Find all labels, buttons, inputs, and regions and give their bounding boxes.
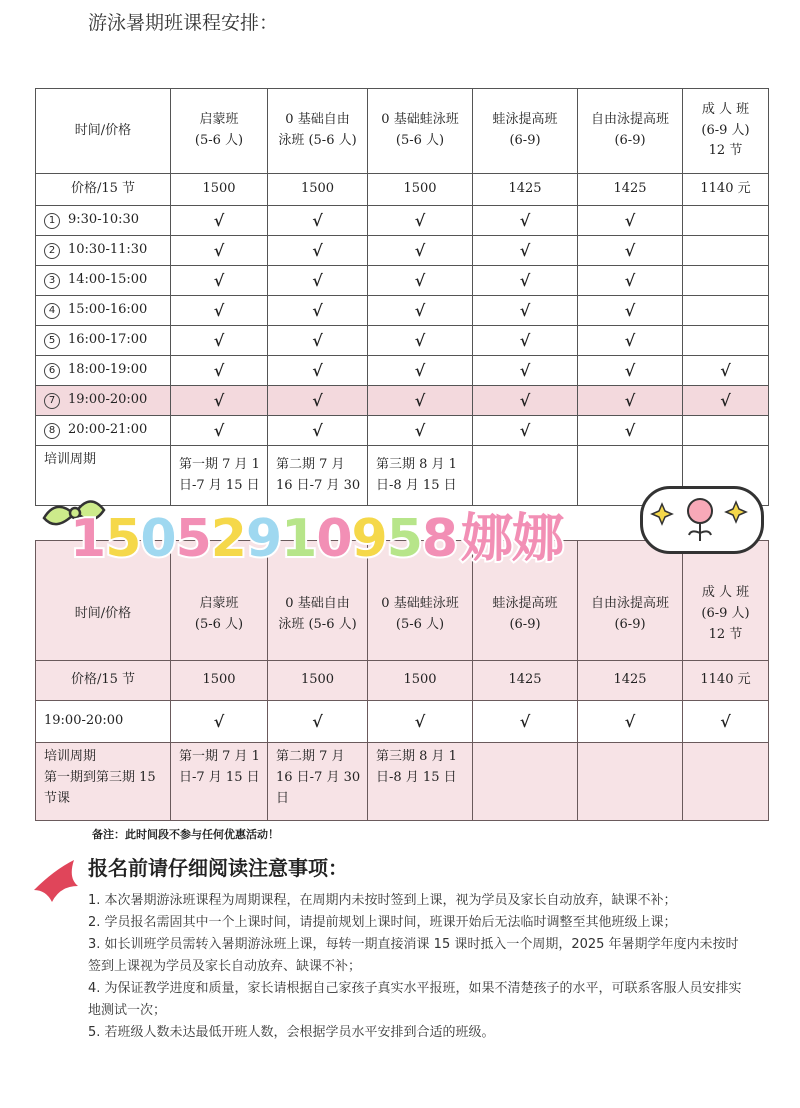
check-mark: √ xyxy=(171,236,268,266)
col-header: 蛙泳提高班 (6-9) xyxy=(473,89,578,174)
check-mark: √ xyxy=(368,206,473,236)
slot-number: 1 xyxy=(44,213,60,229)
check-mark: √ xyxy=(368,416,473,446)
check-mark: √ xyxy=(473,206,578,236)
slot-time: 16:00-17:00 xyxy=(68,332,148,348)
check-mark: √ xyxy=(171,266,268,296)
contact-name: 娜娜 xyxy=(461,509,564,569)
phone-digit: 5 xyxy=(175,509,211,569)
time-slot-cell xyxy=(36,296,171,326)
period-cell: 第二期 7 月 16 日-7 月 30 xyxy=(268,446,368,506)
check-mark: √ xyxy=(368,701,473,743)
phone-digit: 1 xyxy=(70,509,106,569)
check-mark: √ xyxy=(268,206,368,236)
price-cell: 1425 xyxy=(473,174,578,206)
time-slot-cell xyxy=(36,236,171,266)
empty-cell xyxy=(683,296,769,326)
slot-number: 7 xyxy=(44,393,60,409)
price-cell: 1140 元 xyxy=(683,661,769,701)
check-mark: √ xyxy=(683,356,769,386)
check-mark: √ xyxy=(578,236,683,266)
period-cell: 第二期 7 月 16 日-7 月 30 日 xyxy=(268,743,368,821)
slot-number: 4 xyxy=(44,303,60,319)
check-mark: √ xyxy=(171,356,268,386)
time-slot-row xyxy=(36,206,769,236)
table-header-row xyxy=(36,89,769,174)
period-label: 培训周期 第一期到第三期 15 节课 xyxy=(36,743,171,821)
check-mark: √ xyxy=(171,386,268,416)
slot-time: 10:30-11:30 xyxy=(68,242,148,258)
check-mark: √ xyxy=(171,206,268,236)
notice-list xyxy=(88,890,748,1044)
notice-title: 报名前请仔细阅读注意事项： xyxy=(88,856,348,880)
period-cell: 第一期 7 月 1 日-7 月 15 日 xyxy=(171,743,268,821)
col-header: 启蒙班 (5-6 人) xyxy=(171,541,268,661)
price-label: 价格/15 节 xyxy=(36,661,171,701)
phone-digit: 9 xyxy=(351,509,387,569)
price-label: 价格/15 节 xyxy=(36,174,171,206)
time-slot-cell xyxy=(36,326,171,356)
price-cell: 1140 元 xyxy=(683,174,769,206)
col-header: 自由泳提高班 (6-9) xyxy=(578,89,683,174)
check-mark: √ xyxy=(473,416,578,446)
price-cell: 1500 xyxy=(268,661,368,701)
price-cell: 1425 xyxy=(578,174,683,206)
slot-time: 18:00-19:00 xyxy=(68,362,148,378)
slot-number: 5 xyxy=(44,333,60,349)
col-header: 成 人 班 (6-9 人) 12 节 xyxy=(683,89,769,174)
period-cell: 第三期 8 月 1 日-8 月 15 日 xyxy=(368,743,473,821)
price-cell: 1500 xyxy=(171,174,268,206)
phone-digit: 2 xyxy=(210,509,246,569)
price-cell: 1500 xyxy=(368,661,473,701)
check-mark: √ xyxy=(268,326,368,356)
speech-bubble xyxy=(640,486,764,554)
check-mark: √ xyxy=(268,236,368,266)
slot-time: 20:00-21:00 xyxy=(68,422,148,438)
period-cell: 第一期 7 月 1 日-7 月 15 日 xyxy=(171,446,268,506)
notice-item: 2. 学员报名需固其中一个上课时间，请提前规划上课时间，班课开始后无法临时调整至其他班级上课； xyxy=(88,915,677,930)
time-slot-row xyxy=(36,416,769,446)
check-mark: √ xyxy=(473,326,578,356)
check-mark: √ xyxy=(473,356,578,386)
check-mark: √ xyxy=(368,236,473,266)
check-mark: √ xyxy=(368,296,473,326)
time-slot-row xyxy=(36,296,769,326)
notice-item: 4. 为保证教学进度和质量，家长请根据自己家孩子真实水平报班，如果不清楚孩子的水平，可联系客服人员安排实地测试一次； xyxy=(88,981,742,1018)
period-label: 培训周期 xyxy=(36,446,171,506)
check-mark: √ xyxy=(473,236,578,266)
check-mark: √ xyxy=(268,356,368,386)
slot-time: 15:00-16:00 xyxy=(68,302,148,318)
check-mark: √ xyxy=(578,416,683,446)
phone-digit: 8 xyxy=(421,509,458,569)
price-cell: 1500 xyxy=(171,661,268,701)
col-header: 0 基础自由 泳班 (5-6 人) xyxy=(268,541,368,661)
time-slot-row xyxy=(36,236,769,266)
time-slot-row xyxy=(36,326,769,356)
slot-time: 9:30-10:30 xyxy=(68,212,140,228)
check-mark: √ xyxy=(171,326,268,356)
check-mark: √ xyxy=(171,701,268,743)
check-mark: √ xyxy=(578,266,683,296)
col-header: 自由泳提高班 (6-9) xyxy=(578,541,683,661)
notice-item: 1. 本次暑期游泳班课程为周期课程，在周期内未按时签到上课，视为学员及家长自动放弃，缺课不补； xyxy=(88,893,677,908)
check-mark: √ xyxy=(171,416,268,446)
note-text: 备注：此时间段不参与任何优惠活动！ xyxy=(92,828,279,841)
price-cell: 1425 xyxy=(473,661,578,701)
time-slot-cell xyxy=(36,386,171,416)
time-slot-cell xyxy=(36,206,171,236)
empty-cell xyxy=(683,326,769,356)
time-slot-row xyxy=(36,356,769,386)
check-mark: √ xyxy=(578,356,683,386)
price-cell: 1500 xyxy=(268,174,368,206)
check-mark: √ xyxy=(578,206,683,236)
empty-cell xyxy=(683,236,769,266)
check-mark: √ xyxy=(578,701,683,743)
check-mark: √ xyxy=(368,266,473,296)
phone-digit: 5 xyxy=(386,509,422,569)
empty-cell xyxy=(683,266,769,296)
price-cell: 1425 xyxy=(578,661,683,701)
check-mark: √ xyxy=(368,386,473,416)
contact-phone xyxy=(70,496,563,571)
arrow-icon xyxy=(24,850,86,910)
check-mark: √ xyxy=(268,296,368,326)
corner-cell: 时间/价格 xyxy=(36,89,171,174)
col-header: 0 基础蛙泳班 (5-6 人) xyxy=(368,541,473,661)
slot-number: 8 xyxy=(44,423,60,439)
notice-item: 3. 如长训班学员需转入暑期游泳班上课，每转一期直接消课 15 课时抵入一个周期，2025 年暑期学年度内未按时签到上课视为学员及家长自动放弃、缺课不补； xyxy=(88,937,739,974)
schedule-table xyxy=(35,88,769,506)
check-mark: √ xyxy=(473,296,578,326)
check-mark: √ xyxy=(473,266,578,296)
price-row xyxy=(36,174,769,206)
check-mark: √ xyxy=(368,326,473,356)
check-mark: √ xyxy=(473,386,578,416)
phone-digit: 0 xyxy=(316,509,352,569)
time-slot-row xyxy=(36,386,769,416)
slot-number: 3 xyxy=(44,273,60,289)
empty-cell xyxy=(683,416,769,446)
period-cell: 第三期 8 月 1 日-8 月 15 日 xyxy=(368,446,473,506)
check-mark: √ xyxy=(368,356,473,386)
check-mark: √ xyxy=(473,701,578,743)
phone-digit: 0 xyxy=(140,509,176,569)
time-slot-cell xyxy=(36,416,171,446)
slot-time: 19:00-20:00 xyxy=(68,392,148,408)
check-mark: √ xyxy=(171,296,268,326)
col-header: 启蒙班 (5-6 人) xyxy=(171,89,268,174)
period-row xyxy=(36,743,769,821)
col-header: 0 基础蛙泳班 (5-6 人) xyxy=(368,89,473,174)
time-slot-row xyxy=(36,266,769,296)
price-cell: 1500 xyxy=(368,174,473,206)
check-mark: √ xyxy=(268,386,368,416)
check-mark: √ xyxy=(578,386,683,416)
check-mark: √ xyxy=(683,386,769,416)
slot-number: 2 xyxy=(44,243,60,259)
notice-item: 5. 若班级人数未达最低开班人数，会根据学员水平安排到合适的班级。 xyxy=(88,1025,495,1040)
time-slot-row xyxy=(36,701,769,743)
phone-digit: 9 xyxy=(245,509,282,569)
empty-cell xyxy=(683,206,769,236)
time-slot-cell: 19:00-20:00 xyxy=(36,701,171,743)
phone-digit: 5 xyxy=(105,509,141,569)
flower-icon xyxy=(643,489,761,551)
check-mark: √ xyxy=(268,701,368,743)
page-title: 游泳暑期班课程安排： xyxy=(88,12,279,34)
time-slot-cell xyxy=(36,266,171,296)
corner-cell: 时间/价格 xyxy=(36,541,171,661)
col-header: 蛙泳提高班 (6-9) xyxy=(473,541,578,661)
price-row xyxy=(36,661,769,701)
phone-digit: 1 xyxy=(281,509,317,569)
slot-number: 6 xyxy=(44,363,60,379)
time-slot-cell xyxy=(36,356,171,386)
evening-schedule-table xyxy=(35,540,769,821)
check-mark: √ xyxy=(683,701,769,743)
check-mark: √ xyxy=(578,296,683,326)
slot-time: 14:00-15:00 xyxy=(68,272,148,288)
col-header: 0 基础自由 泳班 (5-6 人) xyxy=(268,89,368,174)
check-mark: √ xyxy=(268,416,368,446)
check-mark: √ xyxy=(268,266,368,296)
check-mark: √ xyxy=(578,326,683,356)
col-header: 成 人 班 (6-9 人) 12 节 xyxy=(683,541,769,661)
